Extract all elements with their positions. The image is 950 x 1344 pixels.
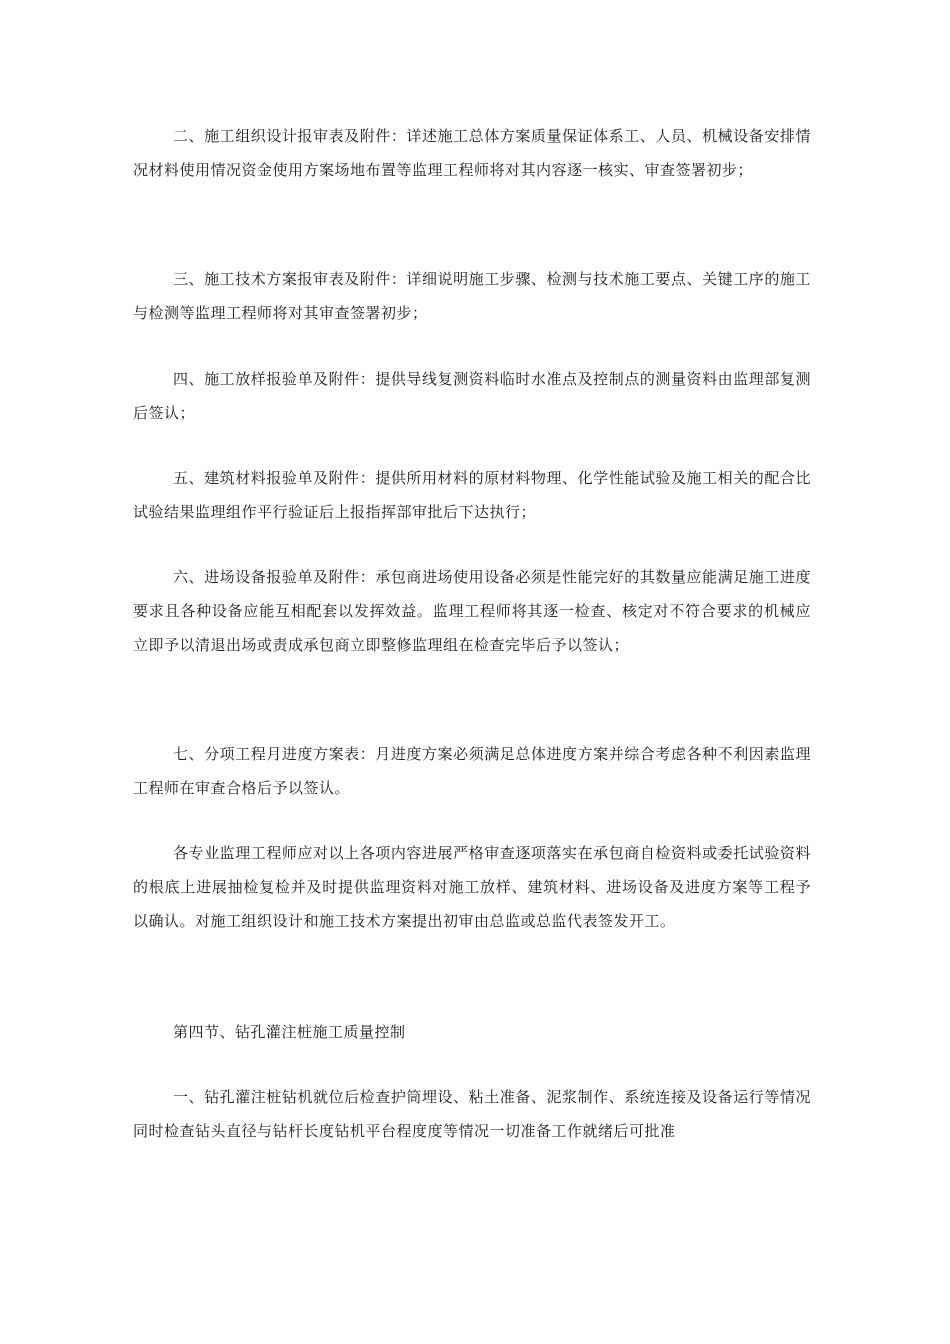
paragraph-equipment-inspection: 六、进场设备报验单及附件：承包商进场使用设备必须是性能完好的其数量应能满足施工进度要求且各种设备应能互相配套以发挥效益。监理工程师将其逐一检查、核定对不符合要求的机械应立即予以清退出场或责成承包商立即整修监理组在检查完毕后予以签认； [133,568,811,654]
paragraph-bored-pile-drilling-check: 一、钻孔灌注桩钻机就位后检查护筒埋设、粘土准备、泥浆制作、系统连接及设备运行等情况同时检查钻头直径与钻杆长度钻机平台程度度等情况一切准备工作就绪后可批准 [133,1088,811,1140]
paragraph-setting-out-inspection: 四、施工放样报验单及附件：提供导线复测资料临时水准点及控制点的测量资料由监理部复测后签认； [133,370,811,422]
section-heading-bored-pile-quality: 第四节、钻孔灌注桩施工质量控制 [173,1023,406,1041]
paragraph-engineer-review-summary: 各专业监理工程师应对以上各项内容进展严格审查逐项落实在承包商自检资料或委托试验资料的根底上进展抽检复检并及时提供监理资料对施工放样、建筑材料、进场设备及进度方案等工程予以确认。对施工组织设计和施工技术方案提出初审由总监或总监代表签发开工。 [133,844,811,930]
paragraph-monthly-progress-plan: 七、分项工程月进度方案表：月进度方案必须满足总体进度方案并综合考虑各种不利因素监理工程师在审查合格后予以签认。 [133,745,811,797]
paragraph-building-materials-inspection: 五、建筑材料报验单及附件：提供所用材料的原材料物理、化学性能试验及施工相关的配合比试验结果监理组作平行验证后上报指挥部审批后下达执行； [133,469,811,521]
paragraph-technical-plan-review: 三、施工技术方案报审表及附件：详细说明施工步骤、检测与技术施工要点、关键工序的施工与检测等监理工程师将对其审查签署初步； [133,270,811,322]
paragraph-construction-design-review: 二、施工组织设计报审表及附件：详述施工总体方案质量保证体系工、人员、机械设备安排情况材料使用情况资金使用方案场地布置等监理工程师将对其内容逐一核实、审查签署初步； [133,127,811,179]
